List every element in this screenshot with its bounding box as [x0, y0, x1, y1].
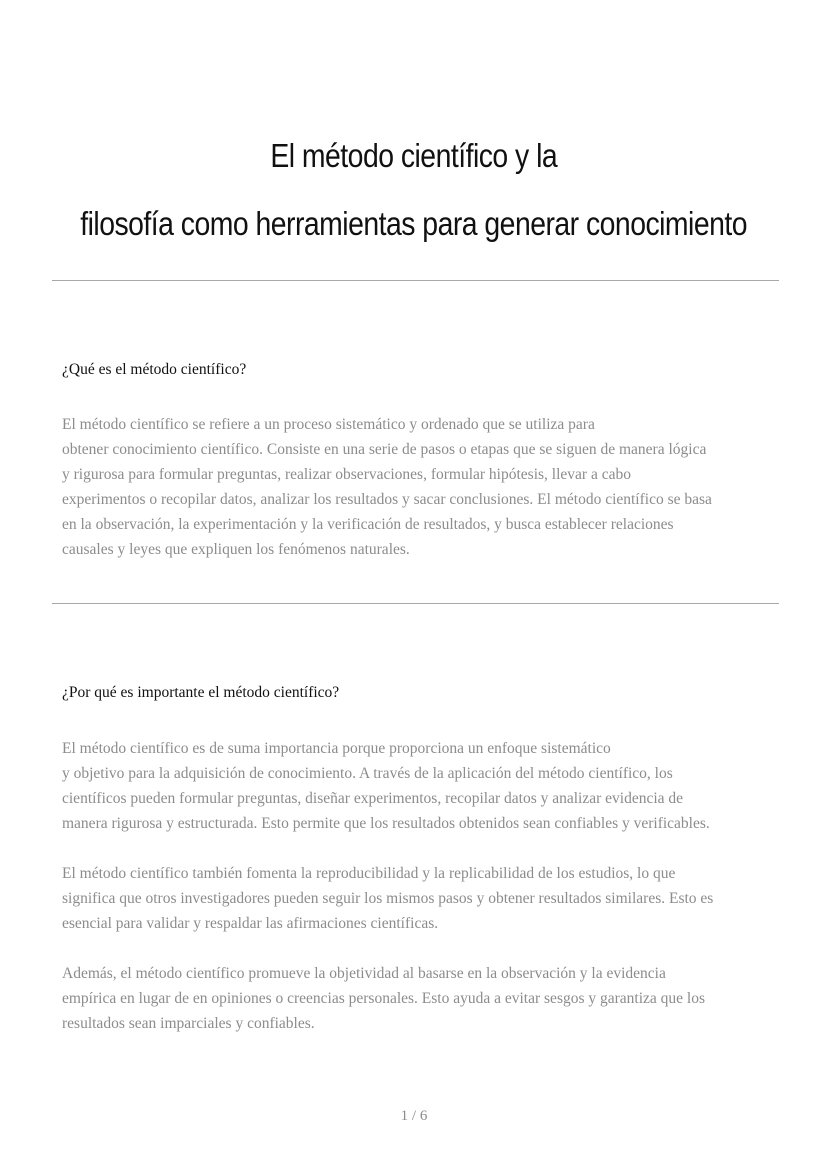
paragraph-line: significa que otros investigadores pueden seguir los mismos pasos y obtener resultados similares. Esto es [62, 890, 714, 907]
section-paragraph [62, 961, 782, 1036]
paragraph-line: y objetivo para la adquisición de conocimiento. A través de la aplicación del método científico, los [62, 765, 673, 782]
page-title-line-2: filosofía como herramientas para generar conocimiento [80, 205, 748, 242]
paragraph-line: obtener conocimiento científico. Consiste en una serie de pasos o etapas que se siguen de manera lógica [62, 441, 707, 458]
section-heading-why-important: ¿Por qué es importante el método científico? [62, 684, 340, 701]
paragraph-line: El método científico también fomenta la reproducibilidad y la replicabilidad de los estudios, lo que [62, 865, 676, 882]
paragraph-line: Además, el método científico promueve la objetividad al basarse en la observación y la evidencia [62, 965, 666, 982]
page-number: 1 / 6 [400, 1108, 428, 1124]
section-paragraph [62, 412, 782, 562]
paragraph-line: resultados sean imparciales y confiables. [62, 1015, 315, 1032]
paragraph-line: científicos pueden formular preguntas, diseñar experimentos, recopilar datos y analizar evidencia de [62, 790, 684, 807]
section-heading-what-is: ¿Qué es el método científico? [62, 361, 247, 378]
paragraph-line: y rigurosa para formular preguntas, realizar observaciones, formular hipótesis, llevar a cabo [62, 466, 631, 483]
paragraph-line: manera rigurosa y estructurada. Esto permite que los resultados obtenidos sean confiables y verificables. [62, 815, 710, 832]
paragraph-line: causales y leyes que expliquen los fenómenos naturales. [62, 541, 410, 558]
paragraph-line: experimentos o recopilar datos, analizar los resultados y sacar conclusiones. El método científico se basa [62, 491, 712, 508]
paragraph-line: esencial para validar y respaldar las afirmaciones científicas. [62, 915, 439, 932]
divider [52, 603, 779, 604]
divider [52, 280, 779, 281]
paragraph-line: El método científico es de suma importancia porque proporciona un enfoque sistemático [62, 740, 611, 757]
section-paragraph [62, 736, 782, 836]
paragraph-line: en la observación, la experimentación y la verificación de resultados, y busca establecer relaciones [62, 516, 674, 533]
section-paragraph [62, 861, 782, 936]
paragraph-line: El método científico se refiere a un proceso sistemático y ordenado que se utiliza para [62, 416, 595, 433]
paragraph-line: empírica en lugar de en opiniones o creencias personales. Esto ayuda a evitar sesgos y garantiza que los [62, 990, 706, 1007]
page-title-line-1: El método científico y la [270, 137, 558, 174]
